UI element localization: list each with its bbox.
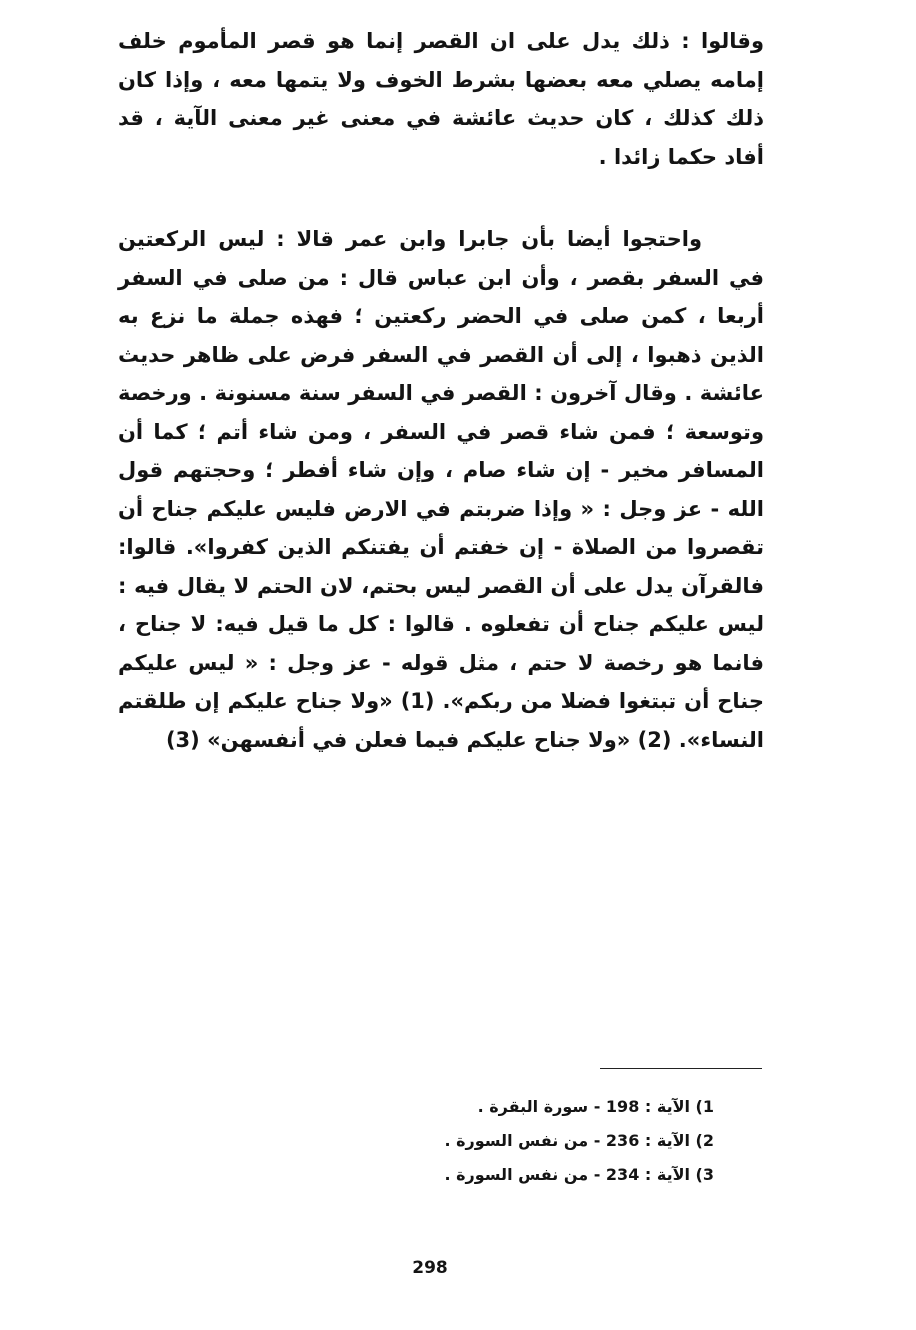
footnote-1: 1) الآية : 198 - سورة البقرة .	[477, 1097, 714, 1116]
body-paragraph-2: واحتجوا أيضا بأن جابرا وابن عمر قالا : ليس الركعتين في السفر بقصر ، وأن ابن عباس قال : من صلى في السفر أربعا ، كمن صلى في الحضر ركعتين ؛ فهذه جملة ما نزع به الذين ذهبوا ، إلى أن القصر في السفر فرض على ظاهر حديث عائشة . وقال آخرون : القصر في السفر سنة مسنونة . ورخصة وتوسعة ؛ فمن شاء قصر في السفر ، ومن شاء أتم ؛ كما أن المسافر مخير - إن شاء صام ، وإن شاء أفطر ؛ وحجتهم قول الله - عز وجل : « وإذا ضربتم في الارض فليس عليكم جناح أن تقصروا من الصلاة - إن خفتم أن يفتنكم الذين كفروا». قالوا: فالقرآن يدل على أن القصر ليس بحتم، لان الحتم لا يقال فيه : ليس عليكم جناح أن تفعلوه . قالوا : كل ما قيل فيه: لا جناح ، فانما هو رخصة لا حتم ، مثل قوله - عز وجل : « ليس عليكم جناح أن تبتغوا فضلا من ربكم». (1) «ولا جناح عليكم إن طلقتم النساء». (2) «ولا جناح عليكم فيما فعلن في أنفسهن» (3)	[118, 227, 764, 752]
footnote-2: 2) الآية : 236 - من نفس السورة .	[444, 1131, 714, 1150]
body-paragraph-1: وقالوا : ذلك يدل على ان القصر إنما هو قصر المأموم خلف إمامه يصلي معه بعضها بشرط الخوف ولا يتمها معه ، وإذا كان ذلك كذلك ، كان حديث عائشة في معنى غير معنى الآية ، قد أفاد حكما زائدا .	[118, 29, 764, 169]
footnote-divider	[600, 1068, 762, 1069]
footnotes	[300, 1090, 714, 1192]
footnote-3: 3) الآية : 234 - من نفس السورة .	[444, 1165, 714, 1184]
page-number: 298	[412, 1258, 448, 1278]
